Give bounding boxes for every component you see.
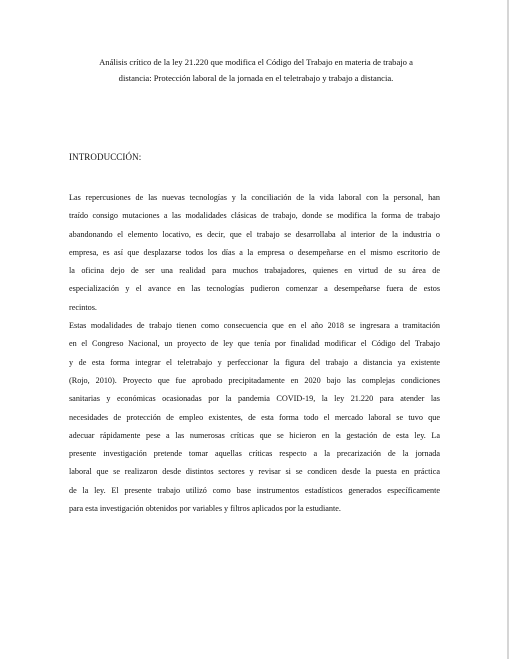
text-line: en el Congreso Nacional, un proyecto de ley que tenía por finalidad modificar el Código del Trabajo xyxy=(69,339,440,349)
text-line: adecuar rápidamente pese a las numerosas críticas que se hicieron en la gestación de esta ley. La xyxy=(69,430,440,440)
title-line: Análisis crítico de la ley 21.220 que modifica el Código del Trabajo en materia de trabajo a xyxy=(99,57,413,67)
text-line: para esta investigación obtenidos por variables y filtros aplicados por la estudiante. xyxy=(69,504,341,514)
section-heading: INTRODUCCIÓN: xyxy=(69,152,142,162)
text-line: abandonando el elemento locativo, es decir, que el trabajo se desarrollaba al interior de la industria o xyxy=(69,229,440,239)
text-line: de la ley. El presente trabajo utilizó como base instrumentos estadísticos generados específicamente xyxy=(69,485,440,495)
text-line: presente investigación pretende tomar aquellas críticas respecto a la precarización de la jornada xyxy=(69,449,440,459)
text-line: necesidades de protección de empleo existentes, de esta forma todo el mercado laboral se tuvo que xyxy=(69,412,440,422)
document-title xyxy=(60,54,452,86)
text-line: Las repercusiones de las nuevas tecnologías y la conciliación de la vida laboral con la personal, han xyxy=(69,193,440,202)
text-line: y de esta forma integrar el teletrabajo y perfeccionar la figura del trabajo a distancia ya existente xyxy=(69,357,440,367)
text-line: laboral que se realizaron desde distintos sectores y revisar si se condicen desde la puesta en práctica xyxy=(69,467,440,477)
text-line: empresa, es así que desplazarse todos los días a la empresa o desempeñarse en el mismo escritorio de xyxy=(69,247,440,257)
text-line: (Rojo, 2010). Proyecto que fue aprobado precipitadamente en 2020 bajo las complejas condiciones xyxy=(69,375,440,385)
text-line: especialización y el avance en las tecnologías pudieron comenzar a desempeñarse fuera de estos xyxy=(69,284,440,294)
paragraph xyxy=(69,189,440,317)
body-text xyxy=(69,189,440,518)
text-line: Estas modalidades de trabajo tienen como consecuencia que en el año 2018 se ingresara a tramitación xyxy=(69,321,440,331)
text-line: sanitarias y económicas ocasionadas por la pandemia COVID-19, la ley 21.220 para atender las xyxy=(69,394,440,404)
paragraph xyxy=(69,317,440,518)
text-line: la oficina dejo de ser una realidad para muchos trabajadores, quienes en virtud de su área de xyxy=(69,266,440,276)
text-line: traído consigo mutaciones a las modalidades clásicas de trabajo, donde se modifica la forma de trabajo xyxy=(69,211,440,221)
title-line: distancia: Protección laboral de la jornada en el teletrabajo y trabajo a distancia. xyxy=(118,73,394,83)
text-line: recintos. xyxy=(69,302,97,312)
